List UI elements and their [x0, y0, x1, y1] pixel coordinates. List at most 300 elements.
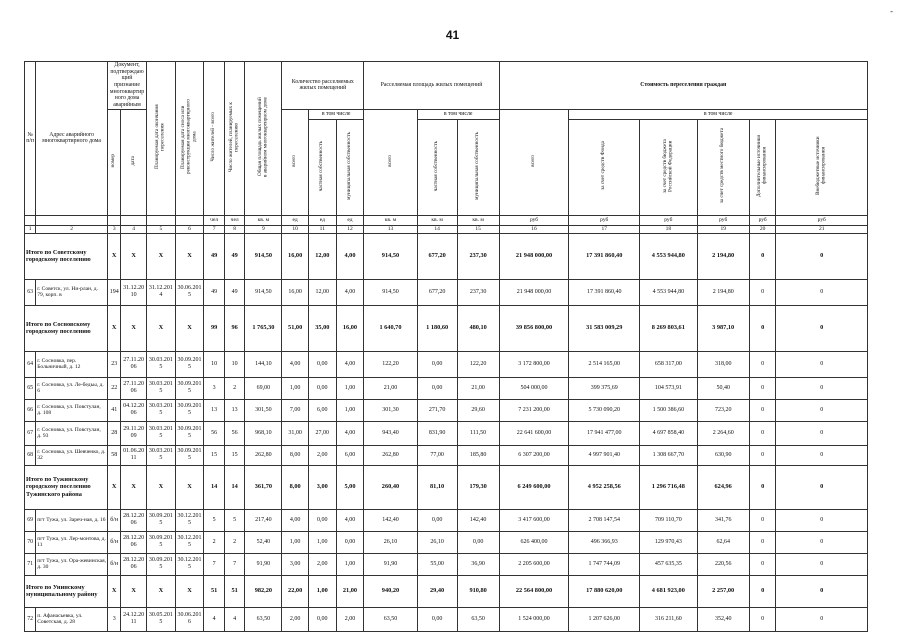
header-doc-date: дата: [121, 109, 147, 215]
row-number: 64: [25, 351, 36, 377]
table-row: [25, 377, 868, 399]
data-cell: 29,60: [457, 399, 499, 421]
data-cell: 17 941 477,00: [569, 421, 640, 445]
data-cell: 30.09.2015: [175, 445, 204, 465]
data-cell: 677,20: [417, 279, 457, 305]
data-cell: X: [147, 305, 176, 351]
data-cell: 457 635,35: [640, 553, 697, 575]
data-cell: 22 641 600,00: [499, 421, 569, 445]
unit-cell: чел: [204, 215, 225, 225]
data-cell: 0: [776, 445, 868, 465]
data-cell: 6,00: [308, 399, 336, 421]
data-cell: X: [121, 233, 147, 279]
data-cell: 77,00: [417, 445, 457, 465]
data-cell: X: [175, 233, 204, 279]
data-cell: 5,00: [336, 465, 364, 509]
column-number-cell: 15: [457, 225, 499, 233]
unit-cell: ед: [336, 215, 364, 225]
data-cell: 36,90: [457, 553, 499, 575]
data-cell: 0: [776, 233, 868, 279]
data-cell: б/н: [108, 553, 121, 575]
data-cell: 6 249 600,00: [499, 465, 569, 509]
data-cell: 30.03.2015: [147, 399, 176, 421]
data-cell: 914,50: [245, 233, 282, 279]
data-cell: 0: [776, 607, 868, 631]
data-cell: 14: [224, 465, 245, 509]
data-cell: 0: [749, 465, 776, 509]
data-cell: 142,40: [457, 509, 499, 531]
data-cell: 10: [204, 351, 225, 377]
data-cell: 0,00: [417, 377, 457, 399]
data-cell: 62,64: [697, 531, 749, 553]
data-cell: 81,10: [417, 465, 457, 509]
header-area-relocated: Расселяемая площадь жилых помещений: [364, 62, 499, 110]
column-number-cell: 21: [776, 225, 868, 233]
row-number: 70: [25, 531, 36, 553]
data-cell: 4,00: [336, 279, 364, 305]
data-cell: X: [108, 575, 121, 607]
column-number-cell: 10: [282, 225, 309, 233]
data-cell: 1,00: [308, 531, 336, 553]
data-cell: 58: [108, 445, 121, 465]
header-rooms-total: всего: [282, 109, 309, 215]
data-cell: 3: [108, 607, 121, 631]
data-cell: 21,00: [336, 575, 364, 607]
data-cell: 0: [776, 399, 868, 421]
unit-cell: ед: [282, 215, 309, 225]
header-cost-incl: в том числе: [569, 109, 868, 119]
data-cell: 14: [204, 465, 225, 509]
data-cell: 69,00: [245, 377, 282, 399]
data-cell: 35,00: [308, 305, 336, 351]
data-cell: 4,00: [336, 233, 364, 279]
data-cell: 30.03.2015: [147, 377, 176, 399]
data-cell: 0: [776, 575, 868, 607]
data-cell: 7: [224, 553, 245, 575]
header-total-area: Общая площадь жилых помещений в аварийном многоквартирном доме: [245, 62, 282, 216]
data-cell: 2 194,80: [697, 233, 749, 279]
data-cell: 122,20: [457, 351, 499, 377]
data-cell: 104 573,91: [640, 377, 697, 399]
data-cell: 30.03.2015: [147, 445, 176, 465]
header-planned-demolition: Планируемая дата сноса или реконструкции многоквартирного дома: [175, 62, 204, 216]
header-cost-extra: Дополнительные источники финансирования: [749, 119, 776, 215]
data-cell: 1 308 667,70: [640, 445, 697, 465]
header-cost-regional: за счет средств бюджета Российской Федерации: [640, 119, 697, 215]
data-cell: 2: [224, 377, 245, 399]
header-num: № п/п: [25, 62, 36, 216]
relocation-table: [24, 61, 868, 632]
header-area-private: частная собственность: [417, 119, 457, 215]
data-cell: 399 375,69: [569, 377, 640, 399]
address-cell: г. Сосновка, ул. Повстулан, д. 93: [36, 421, 108, 445]
data-cell: 1 524 000,00: [499, 607, 569, 631]
data-cell: 943,40: [364, 421, 417, 445]
column-numbers-row: [25, 225, 868, 233]
data-cell: 50,40: [697, 377, 749, 399]
table-row: [25, 553, 868, 575]
data-cell: 0: [776, 377, 868, 399]
data-cell: 17 391 860,40: [569, 233, 640, 279]
header-residents-planned: Число жителей, планируемых к переселению: [224, 62, 245, 216]
data-cell: 30.09.2015: [175, 421, 204, 445]
data-cell: 0: [749, 553, 776, 575]
data-cell: б/н: [108, 509, 121, 531]
data-cell: 2,00: [336, 607, 364, 631]
data-cell: 22 564 800,00: [499, 575, 569, 607]
subtotal-row: [25, 233, 868, 279]
data-cell: 0,00: [417, 509, 457, 531]
data-cell: 31.12.2010: [121, 279, 147, 305]
data-cell: X: [108, 305, 121, 351]
column-number-cell: 5: [147, 225, 176, 233]
column-number-cell: 2: [36, 225, 108, 233]
data-cell: 63,50: [364, 607, 417, 631]
data-cell: 0: [749, 509, 776, 531]
data-cell: 10: [224, 351, 245, 377]
data-cell: 2 708 147,54: [569, 509, 640, 531]
data-cell: 8,00: [282, 465, 309, 509]
data-cell: 21,00: [457, 377, 499, 399]
data-cell: 28.12.2006: [121, 531, 147, 553]
data-cell: 2,00: [308, 553, 336, 575]
data-cell: 56: [204, 421, 225, 445]
data-cell: 352,40: [697, 607, 749, 631]
unit-cell: кв. м: [457, 215, 499, 225]
data-cell: 16,00: [282, 279, 309, 305]
unit-cell: руб: [776, 215, 868, 225]
column-number-cell: 3: [108, 225, 121, 233]
data-cell: 52,40: [245, 531, 282, 553]
header-address: Адрес аварийного многоквартирного дома: [36, 62, 108, 216]
data-cell: 30.03.2015: [147, 351, 176, 377]
address-cell: г. Сосновка, ул. Ле-бедьы, д. 6: [36, 377, 108, 399]
data-cell: 30.09.2015: [175, 377, 204, 399]
data-cell: 30.09.2015: [147, 509, 176, 531]
data-cell: 49: [224, 233, 245, 279]
header-cost-local: за счет средств местного бюджета: [697, 119, 749, 215]
table-row: [25, 445, 868, 465]
data-cell: 496 366,93: [569, 531, 640, 553]
data-cell: 30.12.2015: [175, 553, 204, 575]
unit-cell: руб: [749, 215, 776, 225]
data-cell: 4 997 901,40: [569, 445, 640, 465]
data-cell: 982,20: [245, 575, 282, 607]
data-cell: 96: [224, 305, 245, 351]
data-cell: 4,00: [336, 509, 364, 531]
data-cell: 709 110,70: [640, 509, 697, 531]
address-cell: г. Советск, ул. Ни-рлан, д. 79, корп. в: [36, 279, 108, 305]
data-cell: 12,00: [308, 279, 336, 305]
data-cell: 0,00: [417, 351, 457, 377]
data-cell: 723,20: [697, 399, 749, 421]
data-cell: 6 307 200,00: [499, 445, 569, 465]
data-cell: 5 730 090,20: [569, 399, 640, 421]
data-cell: 301,30: [364, 399, 417, 421]
data-cell: 914,50: [364, 233, 417, 279]
data-cell: 17 880 620,00: [569, 575, 640, 607]
header-rooms-count: Количество расселяемых жилых помещений: [282, 62, 364, 110]
header-rooms-incl: в том числе: [308, 109, 363, 119]
data-cell: 677,20: [417, 233, 457, 279]
data-cell: X: [175, 465, 204, 509]
data-cell: 21,00: [364, 377, 417, 399]
data-cell: 0: [776, 279, 868, 305]
column-number-cell: 20: [749, 225, 776, 233]
data-cell: 8,00: [282, 445, 309, 465]
address-cell: г. Сосновка, ул. Шевченко, д. 32: [36, 445, 108, 465]
data-cell: 51: [204, 575, 225, 607]
data-cell: 0: [776, 351, 868, 377]
data-cell: 4 553 944,80: [640, 233, 697, 279]
data-cell: 99: [204, 305, 225, 351]
data-cell: 5: [204, 509, 225, 531]
address-cell: п. Афанасьевка, ул. Советская, д. 28: [36, 607, 108, 631]
data-cell: 179,30: [457, 465, 499, 509]
data-cell: 21 948 000,00: [499, 279, 569, 305]
data-cell: 49: [204, 279, 225, 305]
data-cell: 2 257,00: [697, 575, 749, 607]
row-number: 66: [25, 399, 36, 421]
address-cell: г. Сосновка, ул. Повстулан, д. 108: [36, 399, 108, 421]
data-cell: 361,70: [245, 465, 282, 509]
row-number: 71: [25, 553, 36, 575]
data-cell: 0,00: [308, 351, 336, 377]
data-cell: 30.06.2015: [175, 279, 204, 305]
data-cell: 27.11.2006: [121, 377, 147, 399]
data-cell: 4,00: [336, 421, 364, 445]
data-cell: 0: [749, 377, 776, 399]
data-cell: 3,00: [282, 553, 309, 575]
data-cell: 1 207 626,00: [569, 607, 640, 631]
data-cell: 30.12.2015: [175, 509, 204, 531]
table-row: [25, 399, 868, 421]
data-cell: 16,00: [336, 305, 364, 351]
data-cell: 41: [108, 399, 121, 421]
data-cell: 12,00: [308, 233, 336, 279]
column-number-cell: 11: [308, 225, 336, 233]
header-doc: Документ, подтверждающий признание многоквартирного дома аварийным: [108, 62, 147, 110]
data-cell: 91,90: [364, 553, 417, 575]
data-cell: X: [175, 575, 204, 607]
data-cell: 4 553 944,80: [640, 279, 697, 305]
data-cell: 4,00: [336, 351, 364, 377]
data-cell: 1,00: [308, 575, 336, 607]
table-row: [25, 509, 868, 531]
column-number-cell: 9: [245, 225, 282, 233]
data-cell: 7 231 200,00: [499, 399, 569, 421]
unit-cell: руб: [499, 215, 569, 225]
data-cell: X: [175, 305, 204, 351]
data-cell: 49: [224, 279, 245, 305]
column-number-cell: 4: [121, 225, 147, 233]
page-number: 41: [445, 28, 460, 42]
data-cell: 194: [108, 279, 121, 305]
data-cell: 914,50: [245, 279, 282, 305]
column-number-cell: 19: [697, 225, 749, 233]
data-cell: 0: [776, 531, 868, 553]
data-cell: 111,50: [457, 421, 499, 445]
data-cell: 262,80: [364, 445, 417, 465]
unit-cell: кв. м: [364, 215, 417, 225]
data-cell: 3 172 800,00: [499, 351, 569, 377]
data-cell: 237,30: [457, 233, 499, 279]
unit-cell: ед: [308, 215, 336, 225]
subtotal-label: Итого по Сосновскому городскому поселению: [25, 305, 108, 351]
data-cell: 3 417 600,00: [499, 509, 569, 531]
subtotal-label: Итого по Тужинскому городскому поселению Тужинского района: [25, 465, 108, 509]
data-cell: 4 952 258,56: [569, 465, 640, 509]
column-number-cell: 1: [25, 225, 36, 233]
table-row: [25, 531, 868, 553]
subtotal-label: Итого по Советскому городскому поселению: [25, 233, 108, 279]
data-cell: 220,56: [697, 553, 749, 575]
data-cell: 1 180,60: [417, 305, 457, 351]
row-number: 68: [25, 445, 36, 465]
subtotal-row: [25, 305, 868, 351]
data-cell: 624,96: [697, 465, 749, 509]
data-cell: 30.09.2015: [147, 553, 176, 575]
data-cell: 142,40: [364, 509, 417, 531]
data-cell: 2,00: [308, 445, 336, 465]
header-area-total: всего: [364, 109, 417, 215]
data-cell: 28.12.2006: [121, 509, 147, 531]
data-cell: 2: [204, 531, 225, 553]
data-cell: 301,50: [245, 399, 282, 421]
data-cell: 0: [776, 305, 868, 351]
unit-cell: чел: [224, 215, 245, 225]
data-cell: 0: [749, 351, 776, 377]
data-cell: 4,00: [282, 351, 309, 377]
data-cell: 15: [204, 445, 225, 465]
data-cell: 0: [749, 531, 776, 553]
data-cell: 318,00: [697, 351, 749, 377]
data-cell: 260,40: [364, 465, 417, 509]
header-planned-relocation: Планируемая дата окончания переселения: [147, 62, 176, 216]
header-area-municipal: муниципальная собственность: [457, 119, 499, 215]
data-cell: 13: [224, 399, 245, 421]
data-cell: 2 205 600,00: [499, 553, 569, 575]
data-cell: 1 500 386,60: [640, 399, 697, 421]
data-cell: 1,00: [282, 377, 309, 399]
data-cell: 185,80: [457, 445, 499, 465]
data-cell: 8 269 803,61: [640, 305, 697, 351]
column-number-cell: 12: [336, 225, 364, 233]
data-cell: 28.12.2006: [121, 553, 147, 575]
header-cost-total: всего: [499, 109, 569, 215]
data-cell: 0: [749, 445, 776, 465]
data-cell: 237,30: [457, 279, 499, 305]
data-cell: 17 391 860,40: [569, 279, 640, 305]
data-cell: 15: [224, 445, 245, 465]
data-cell: 91,90: [245, 553, 282, 575]
data-cell: 0: [749, 399, 776, 421]
data-cell: 2 194,80: [697, 279, 749, 305]
data-cell: 30.06.2016: [175, 607, 204, 631]
row-number: 63: [25, 279, 36, 305]
row-number: 72: [25, 607, 36, 631]
data-cell: 968,10: [245, 421, 282, 445]
table-row: [25, 607, 868, 631]
data-cell: 504 000,00: [499, 377, 569, 399]
data-cell: 0: [749, 233, 776, 279]
column-number-cell: 8: [224, 225, 245, 233]
data-cell: 6,00: [336, 445, 364, 465]
data-cell: 26,10: [417, 531, 457, 553]
address-cell: г. Сосновка, пер. Больничный, д. 12: [36, 351, 108, 377]
data-cell: 144,10: [245, 351, 282, 377]
data-cell: 0: [776, 509, 868, 531]
data-cell: 29.11.2009: [121, 421, 147, 445]
data-cell: 51,00: [282, 305, 309, 351]
unit-cell: кв. м: [245, 215, 282, 225]
data-cell: 658 317,00: [640, 351, 697, 377]
data-cell: 217,40: [245, 509, 282, 531]
data-cell: 831,90: [417, 421, 457, 445]
column-number-cell: 17: [569, 225, 640, 233]
data-cell: 0,00: [308, 607, 336, 631]
data-cell: 341,76: [697, 509, 749, 531]
data-cell: X: [147, 465, 176, 509]
unit-cell: руб: [569, 215, 640, 225]
data-cell: 27,00: [308, 421, 336, 445]
data-cell: 630,90: [697, 445, 749, 465]
data-cell: 04.12.2006: [121, 399, 147, 421]
data-cell: 5: [224, 509, 245, 531]
data-cell: 28: [108, 421, 121, 445]
header-doc-num: номер: [108, 109, 121, 215]
row-number: 69: [25, 509, 36, 531]
table-row: [25, 421, 868, 445]
column-number-cell: 7: [204, 225, 225, 233]
data-cell: 4: [204, 607, 225, 631]
data-cell: 30.03.2015: [147, 421, 176, 445]
column-number-cell: 14: [417, 225, 457, 233]
data-cell: X: [121, 305, 147, 351]
data-cell: 1 296 716,48: [640, 465, 697, 509]
data-cell: 1 765,30: [245, 305, 282, 351]
row-number: 67: [25, 421, 36, 445]
data-cell: 51: [224, 575, 245, 607]
data-cell: 22,00: [282, 575, 309, 607]
data-cell: 01.06.2011: [121, 445, 147, 465]
header-cost: Стоимость переселения граждан: [499, 62, 867, 110]
data-cell: 1 640,70: [364, 305, 417, 351]
data-cell: 56: [224, 421, 245, 445]
units-row: [25, 215, 868, 225]
data-cell: 49: [204, 233, 225, 279]
header-rooms-private: частная собственность: [308, 119, 336, 215]
data-cell: 22: [108, 377, 121, 399]
data-cell: 122,20: [364, 351, 417, 377]
data-cell: 30.09.2015: [147, 531, 176, 553]
data-cell: 7: [204, 553, 225, 575]
unit-cell: кв. м: [417, 215, 457, 225]
data-cell: 26,10: [364, 531, 417, 553]
data-cell: 0: [776, 553, 868, 575]
data-cell: 3 987,10: [697, 305, 749, 351]
table-row: [25, 279, 868, 305]
edge-mark: -: [890, 7, 893, 16]
data-cell: 0: [749, 607, 776, 631]
data-cell: 940,20: [364, 575, 417, 607]
data-cell: 0: [749, 305, 776, 351]
data-cell: 316 211,60: [640, 607, 697, 631]
subtotal-label: Итого по Унинскому муниципальному району: [25, 575, 108, 607]
data-cell: б/н: [108, 531, 121, 553]
subtotal-row: [25, 575, 868, 607]
subtotal-row: [25, 465, 868, 509]
